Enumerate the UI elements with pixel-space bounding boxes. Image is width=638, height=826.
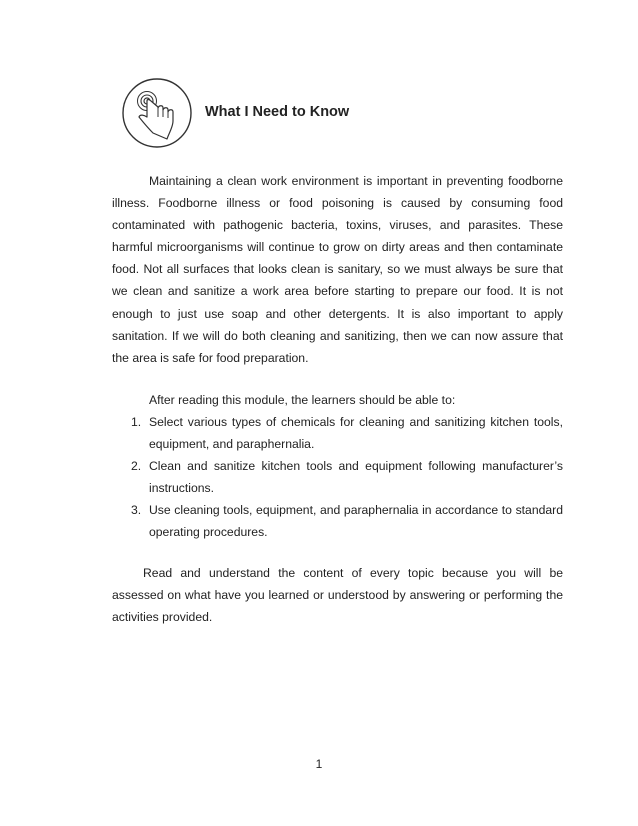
intro-paragraph-text: Maintaining a clean work environment is important in preventing foodborne illness. Foodborne illness or food poisoning is caused by consuming food contaminated with pathogenic bacteria, toxins, viruses, and parasites. These harmful microorganisms will continue to grow on dirty areas and then contaminate food. Not all surfaces that looks clean is sanitary, so we must always be sure that we clean and sanitize a work area before starting to prepare our food. It is not enough to just use soap and other detergents. It is also important to apply sanitation. If we will do both cleaning and sanitizing, then we can now assure that the area is safe for food preparation. [112,174,563,365]
section-title: What I Need to Know [205,104,350,120]
touch-hand-icon [121,77,193,149]
closing-paragraph-text: Read and understand the content of every topic because you will be assessed on what have you learned or understood by answering or performing the activities provided. [112,566,563,625]
closing-paragraph [112,562,563,628]
list-item-text: Clean and sanitize kitchen tools and equipment following manufacturer’s instructions. [149,459,563,495]
intro-paragraph [112,170,563,369]
page-number: 1 [315,757,323,771]
list-item-text: Use cleaning tools, equipment, and paraphernalia in accordance to standard operating procedures. [149,503,563,539]
list-item [112,455,563,499]
objectives-list [112,411,563,543]
objectives-intro: After reading this module, the learners should be able to: [149,393,456,407]
list-item-number: 2. [131,459,142,473]
list-item-number: 3. [131,503,142,517]
list-item-text: Select various types of chemicals for cleaning and sanitizing kitchen tools, equipment, and paraphernalia. [149,415,563,451]
list-item [112,411,563,455]
list-item-number: 1. [131,415,142,429]
list-item [112,499,563,543]
